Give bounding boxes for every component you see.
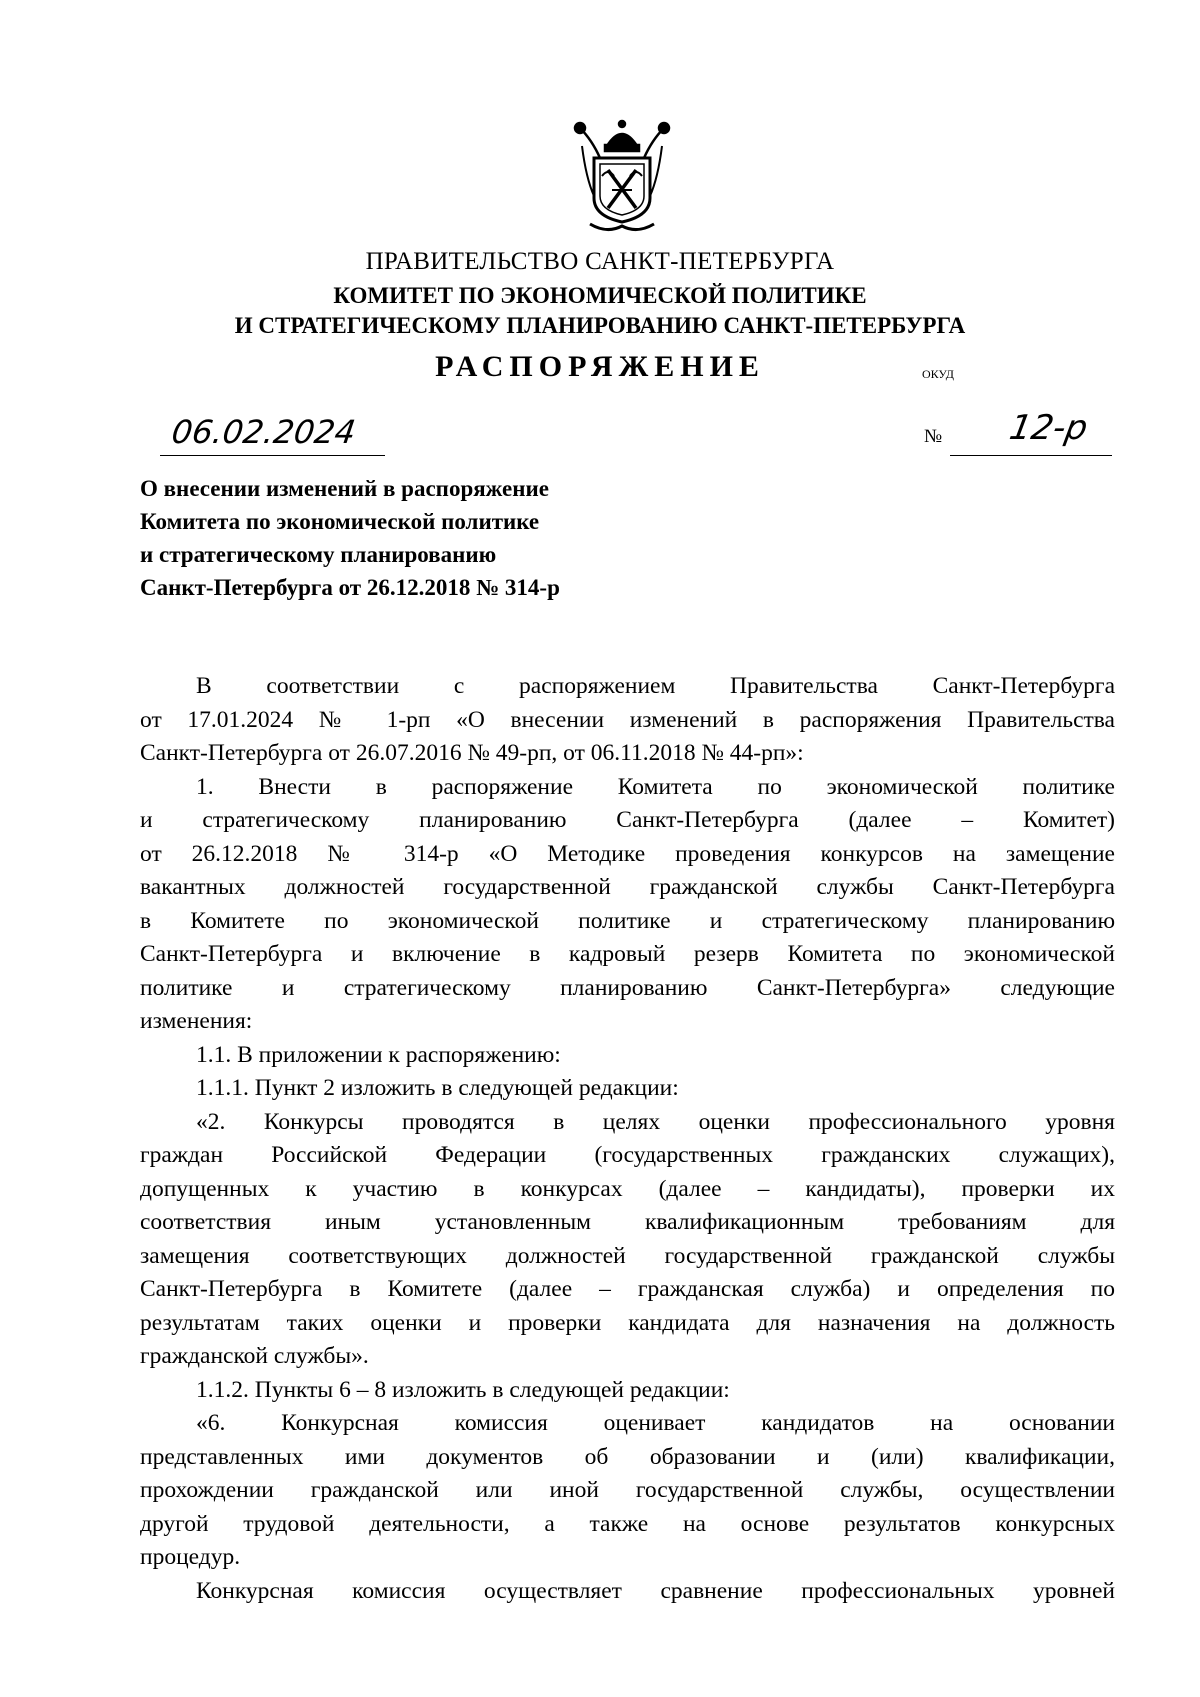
- body-line: представленных ими документов об образовании и (или) квалификации,: [140, 1443, 1115, 1470]
- body-line: В соответствии с распоряжением Правительства Санкт-Петербурга: [196, 673, 1115, 699]
- body-line: результатам таких оценки и проверки кандидата для назначения на должность: [140, 1309, 1115, 1336]
- government-name: ПРАВИТЕЛЬСТВО САНКТ-ПЕТЕРБУРГА: [365, 248, 835, 275]
- document-subject: [140, 472, 760, 604]
- subject-line: и стратегическому планированию: [140, 542, 497, 567]
- subject-line: Санкт-Петербурга от 26.12.2018 № 314-р: [140, 575, 560, 600]
- body-line: 1. Внести в распоряжение Комитета по экономической политике: [196, 773, 1115, 800]
- body-line: и стратегическому планированию Санкт-Петербурга (далее – Комитет): [140, 807, 1115, 833]
- body-line: изменения:: [140, 1008, 253, 1034]
- committee-name-line-1: КОМИТЕТ ПО ЭКОНОМИЧЕСКОЙ ПОЛИТИКЕ: [333, 283, 867, 308]
- body-line: процедур.: [140, 1544, 241, 1570]
- coat-of-arms-emblem: [572, 118, 672, 236]
- body-line: от 26.12.2018 № 314-р «О Методике проведения конкурсов на замещение: [140, 840, 1115, 867]
- okud-label: ОКУД: [922, 367, 954, 381]
- document-body: [140, 670, 1115, 1608]
- body-line: замещения соответствующих должностей государственной гражданской службы: [140, 1242, 1115, 1269]
- number-underline: [950, 455, 1112, 456]
- body-line: допущенных к участию в конкурсах (далее – кандидаты), проверки их: [140, 1175, 1115, 1202]
- document-type-title: РАСПОРЯЖЕНИЕ: [435, 350, 765, 383]
- body-line: 1.1.1. Пункт 2 изложить в следующей редакции:: [196, 1075, 679, 1101]
- body-line: «6. Конкурсная комиссия оценивает кандидатов на основании: [196, 1410, 1115, 1436]
- body-line: Санкт-Петербурга от 26.07.2016 № 49-рп, от 06.11.2018 № 44-рп»:: [140, 740, 804, 766]
- committee-name-line-2: И СТРАТЕГИЧЕСКОМУ ПЛАНИРОВАНИЮ САНКТ-ПЕТЕРБУРГА: [234, 313, 966, 338]
- body-line: гражданской службы».: [140, 1343, 369, 1369]
- subject-line: Комитета по экономической политике: [140, 509, 540, 534]
- body-line: вакантных должностей государственной гражданской службы Санкт-Петербурга: [140, 874, 1115, 900]
- body-line: 1.1.2. Пункты 6 – 8 изложить в следующей редакции:: [196, 1376, 730, 1403]
- date-underline: [160, 455, 385, 456]
- body-line: «2. Конкурсы проводятся в целях оценки профессионального уровня: [196, 1108, 1115, 1135]
- body-line: Санкт-Петербурга в Комитете (далее – гражданская служба) и определения по: [140, 1276, 1115, 1302]
- body-line: прохождении гражданской или иной государственной службы, осуществлении: [140, 1477, 1115, 1503]
- body-line: от 17.01.2024 № 1-рп «О внесении изменений в распоряжения Правительства: [140, 706, 1115, 733]
- body-line: соответствия иным установленным квалификационным требованиям для: [140, 1209, 1115, 1235]
- body-line: граждан Российской Федерации (государственных гражданских служащих),: [140, 1142, 1115, 1168]
- subject-line: О внесении изменений в распоряжение: [140, 476, 549, 501]
- body-line: в Комитете по экономической политике и стратегическому планированию: [140, 907, 1115, 934]
- body-line: другой трудовой деятельности, а также на основе результатов конкурсных: [140, 1510, 1115, 1537]
- body-line: Санкт-Петербурга и включение в кадровый резерв Комитета по экономической: [140, 941, 1115, 967]
- body-line: политике и стратегическому планированию Санкт-Петербурга» следующие: [140, 974, 1115, 1001]
- body-line: Конкурсная комиссия осуществляет сравнение профессиональных уровней: [196, 1577, 1115, 1604]
- body-line: 1.1. В приложении к распоряжению:: [196, 1041, 561, 1068]
- number-label: №: [924, 426, 943, 447]
- handwritten-number: 12-р: [1006, 408, 1091, 448]
- handwritten-date: 06.02.2024: [169, 413, 358, 451]
